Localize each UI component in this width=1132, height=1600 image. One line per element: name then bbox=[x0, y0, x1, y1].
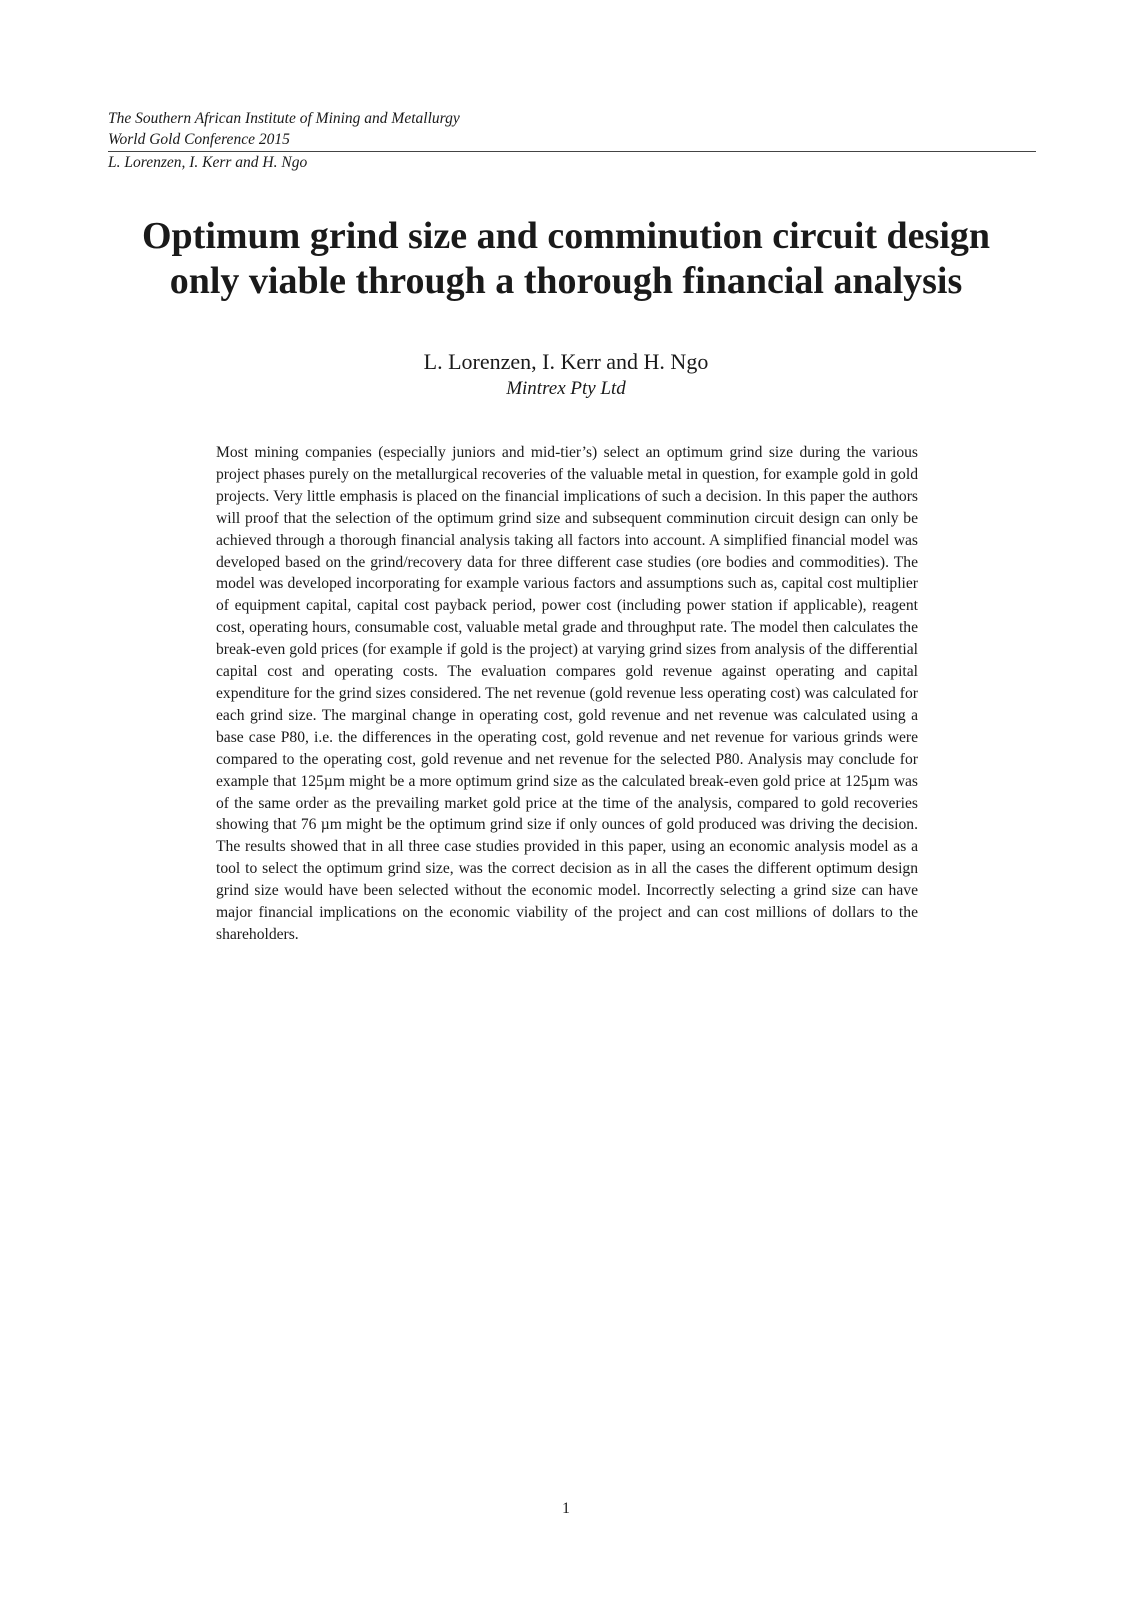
paper-authors: L. Lorenzen, I. Kerr and H. Ngo bbox=[423, 349, 709, 374]
header-authors: L. Lorenzen, I. Kerr and H. Ngo bbox=[108, 154, 308, 171]
header-institute: The Southern African Institute of Mining and Metallurgy bbox=[108, 110, 460, 127]
page-number: 1 bbox=[562, 1500, 570, 1517]
abstract-text: Most mining companies (especially juniors and mid-tier’s) select an optimum grind size during the various project phases purely on the metallurgical recoveries of the valuable metal in question, for example gold in gold projects. Very little emphasis is placed on the financial implications of such a decision. In this paper the authors will proof that the selection of the optimum grind size and subsequent comminution circuit design can only be achieved through a thorough financial analysis taking all factors into account. A simplified financial model was developed based on the grind/recovery data for three different case studies (ore bodies and commodities). The model was developed incorporating for example various factors and assumptions such as, capital cost multiplier of equipment capital, capital cost payback period, power cost (including power station if applicable), reagent cost, operating hours, consumable cost, valuable metal grade and throughput rate. The model then calculates the break-even gold prices (for example if gold is the project) at varying grind sizes from analysis of the differential capital cost and operating costs. The evaluation compares gold revenue against operating and capital expenditure for the grind sizes considered. The net revenue (gold revenue less operating cost) was calculated for each grind size. The marginal change in operating cost, gold revenue and net revenue was calculated using a base case P80, i.e. the differences in the operating cost, gold revenue and net revenue for various grinds were compared to the operating cost, gold revenue and net revenue for the selected P80. Analysis may conclude for example that 125µm might be a more optimum grind size as the calculated break-even gold price at 125µm was of the same order as the prevailing market gold price at the time of the analysis, compared to gold recoveries showing that 76 µm might be the optimum grind size if only ounces of gold produced was driving the decision. The results showed that in all three case studies provided in this paper, using an economic analysis model as a tool to select the optimum grind size, was the correct decision as in all the cases the different optimum design grind size would have been selected without the economic model. Incorrectly selecting a grind size can have major financial implications on the economic viability of the project and can cost millions of dollars to the shareholders. bbox=[216, 444, 918, 943]
running-header bbox=[108, 108, 1036, 173]
header-conference: World Gold Conference 2015 bbox=[108, 131, 290, 148]
title-line-1: Optimum grind size and comminution circuit design bbox=[141, 215, 991, 257]
paper-affiliation: Mintrex Pty Ltd bbox=[506, 378, 626, 399]
title-line-2: only viable through a thorough financial analysis bbox=[169, 260, 963, 302]
paper-title bbox=[60, 214, 1072, 304]
